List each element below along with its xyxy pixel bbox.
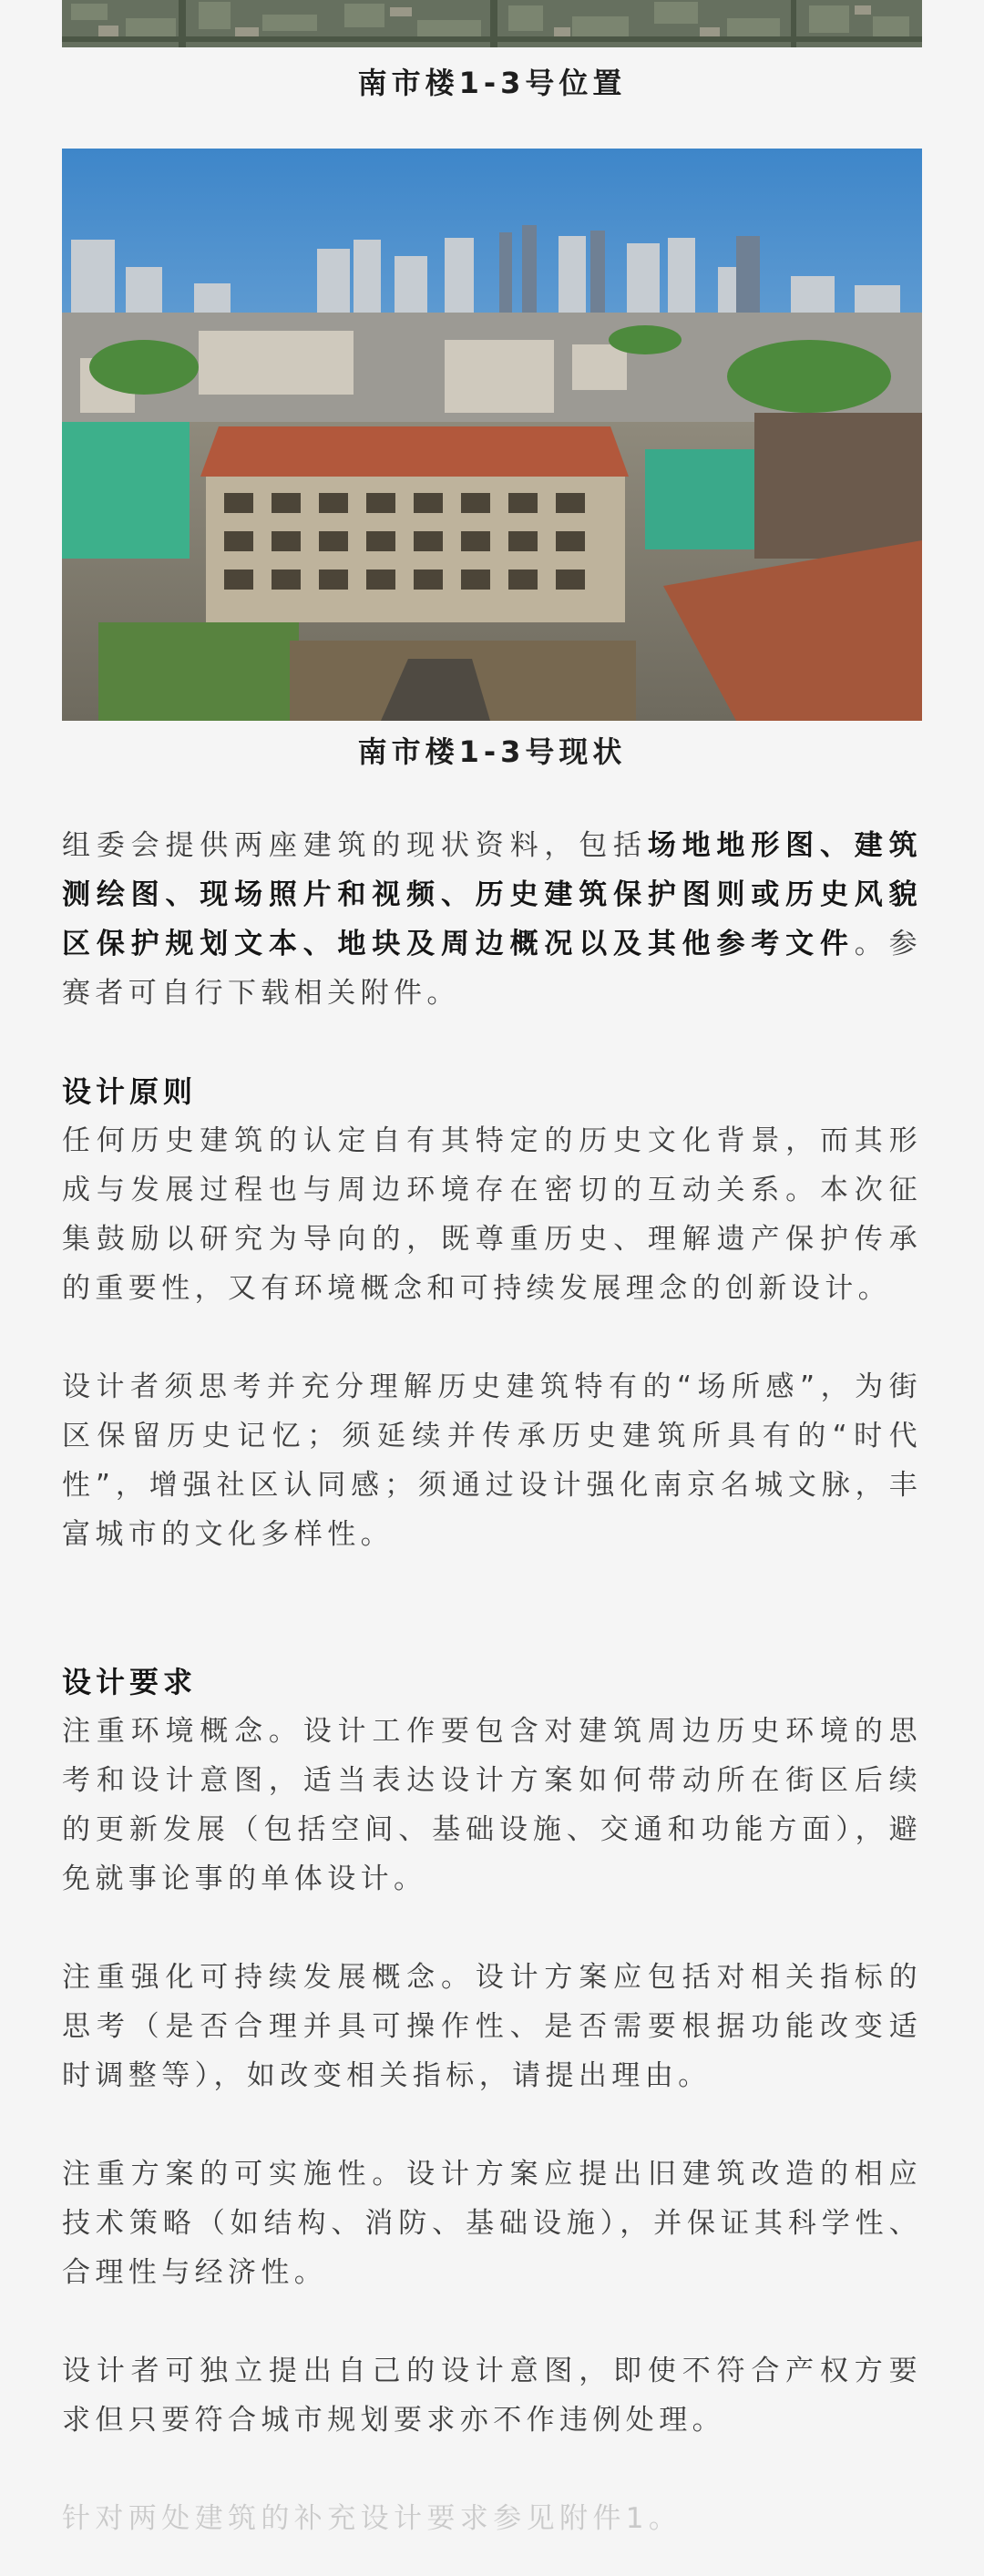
section-heading-requirements: 设计要求 (62, 1665, 198, 1699)
figure-caption-location: 南市楼1-3号位置 (357, 66, 627, 100)
principles-paragraph-1: 任何历史建筑的认定自有其特定的历史文化背景，而其形成与发展过程也与周边环境存在密切的互动关系。本次征集鼓励以研究为导向的，既尊重历史、理解遗产保护传承的重要性，又有环境概念和可持续发展理念的创新设计。 (62, 1124, 922, 1305)
requirements-appendix-note: 针对两处建筑的补充设计要求参见附件1。 (62, 2502, 682, 2535)
requirements-paragraph-4: 设计者可独立提出自己的设计意图，即使不符合产权方要求但只要符合城市规划要求亦不作违例处理。 (62, 2355, 922, 2437)
intro-text-end: 。参赛者可自行下载相关附件。 (62, 928, 922, 1010)
article-content (62, 0, 922, 2543)
intro-text-start: 组委会提供两座建筑的现状资料，包括 (62, 829, 648, 862)
requirements-paragraph-3: 注重方案的可实施性。设计方案应提出旧建筑改造的相应技术策略（如结构、消防、基础设施），并保证其科学性、合理性与经济性。 (62, 2158, 922, 2289)
location-map-image (62, 0, 922, 47)
section-heading-principles: 设计原则 (62, 1074, 198, 1109)
current-condition-photo (62, 149, 922, 721)
intro-paragraph (62, 821, 922, 1018)
figure-caption-status: 南市楼1-3号现状 (357, 734, 627, 769)
requirements-paragraph-1: 注重环境概念。设计工作要包含对建筑周边历史环境的思考和设计意图，适当表达设计方案如何带动所在街区后续的更新发展（包括空间、基础设施、交通和功能方面），避免就事论事的单体设计。 (62, 1715, 922, 1895)
requirements-paragraph-2: 注重强化可持续发展概念。设计方案应包括对相关指标的思考（是否合理并具可操作性、是否需要根据功能改变适时调整等），如改变相关指标，请提出理由。 (62, 1961, 922, 2092)
principles-paragraph-2: 设计者须思考并充分理解历史建筑特有的“场所感”，为街区保留历史记忆；须延续并传承历史建筑所具有的“时代性”，增强社区认同感；须通过设计强化南京名城文脉，丰富城市的文化多样性。 (62, 1370, 922, 1551)
intro-text-bold: 场地地形图、建筑测绘图、现场照片和视频、历史建筑保护图则或历史风貌区保护规划文本、地块及周边概况以及其他参考文件 (62, 829, 922, 960)
